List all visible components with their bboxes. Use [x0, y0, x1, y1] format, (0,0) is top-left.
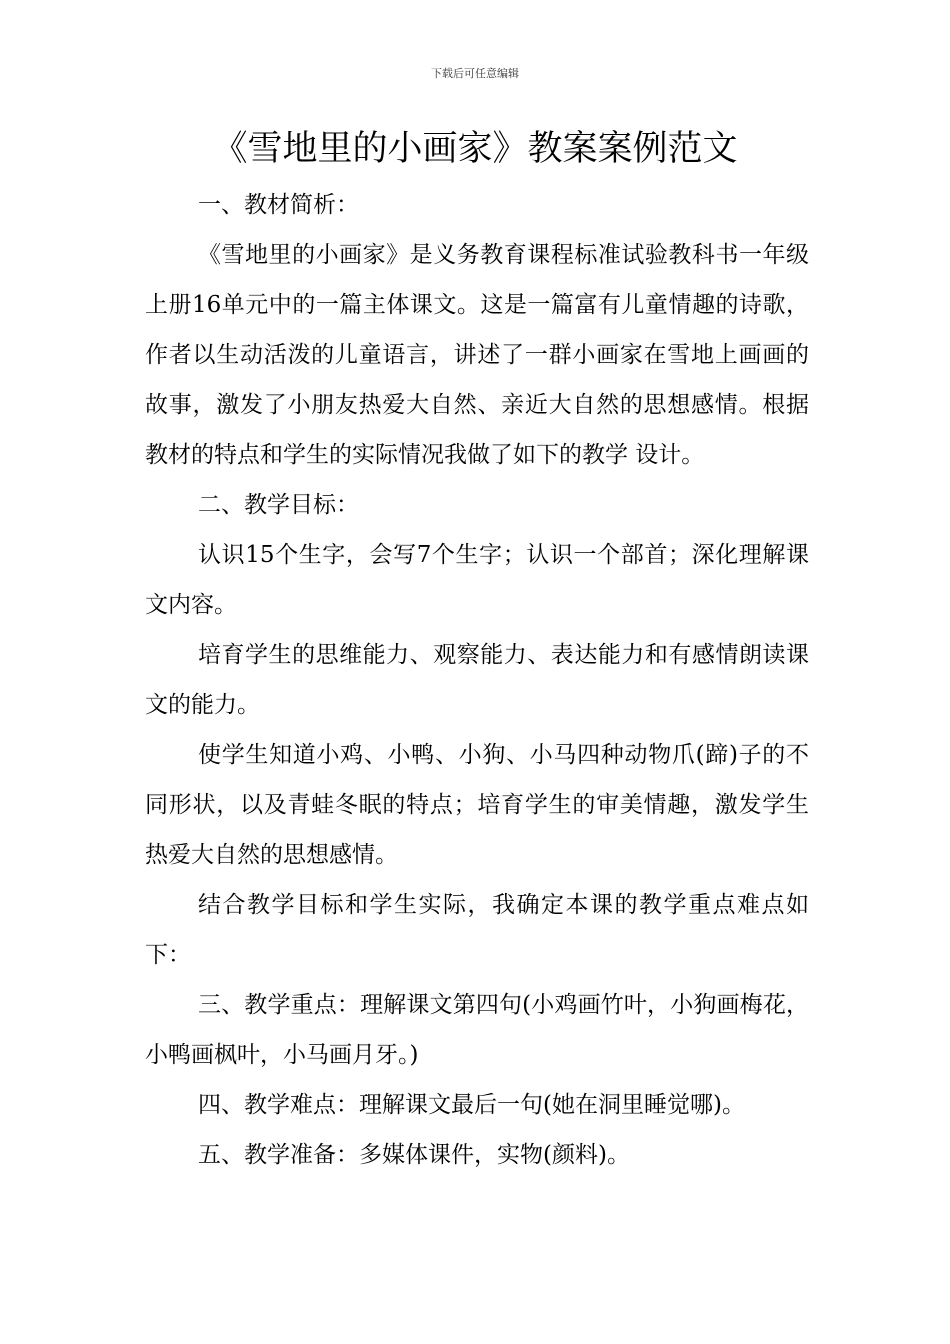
paragraph-teaching-focus: 三、教学重点：理解课文第四句(小鸡画竹叶，小狗画梅花，小鸭画枫叶，小马画月牙。): [145, 992, 809, 1068]
paragraph-objective-3: 使学生知道小鸡、小鸭、小狗、小马四种动物爪(蹄)子的不同形状，以及青蛙冬眠的特点；培育学生的审美情趣，激发学生热爱大自然的思想感情。: [145, 742, 809, 868]
paragraph-teaching-preparation: 五、教学准备：多媒体课件，实物(颜料)。: [198, 1142, 630, 1168]
section-heading-materials: 一、教材简析：: [198, 192, 359, 218]
document-title: 《雪地里的小画家》教案案例范文: [212, 129, 738, 169]
section-heading-objectives: 二、教学目标：: [198, 492, 359, 518]
document-body: [145, 180, 809, 1180]
paragraph-teaching-difficulty: 四、教学难点：理解课文最后一句(她在洞里睡觉哪)。: [198, 1092, 745, 1118]
header-note: 下载后可任意编辑: [431, 67, 519, 80]
paragraph-objective-1: 认识15个生字，会写7个生字；认识一个部首；深化理解课文内容。: [145, 542, 809, 618]
paragraph-objective-2: 培育学生的思维能力、观察能力、表达能力和有感情朗读课文的能力。: [145, 642, 809, 718]
paragraph-key-points-intro: 结合教学目标和学生实际，我确定本课的教学重点难点如下：: [145, 892, 809, 968]
paragraph-materials-analysis: 《雪地里的小画家》是义务教育课程标准试验教科书一年级上册16单元中的一篇主体课文。这是一篇富有儿童情趣的诗歌，作者以生动活泼的儿童语言，讲述了一群小画家在雪地上画画的故事，激发了小朋友热爱大自然、亲近大自然的思想感情。根据教材的特点和学生的实际情况我做了如下的教学 设计。: [145, 242, 809, 468]
